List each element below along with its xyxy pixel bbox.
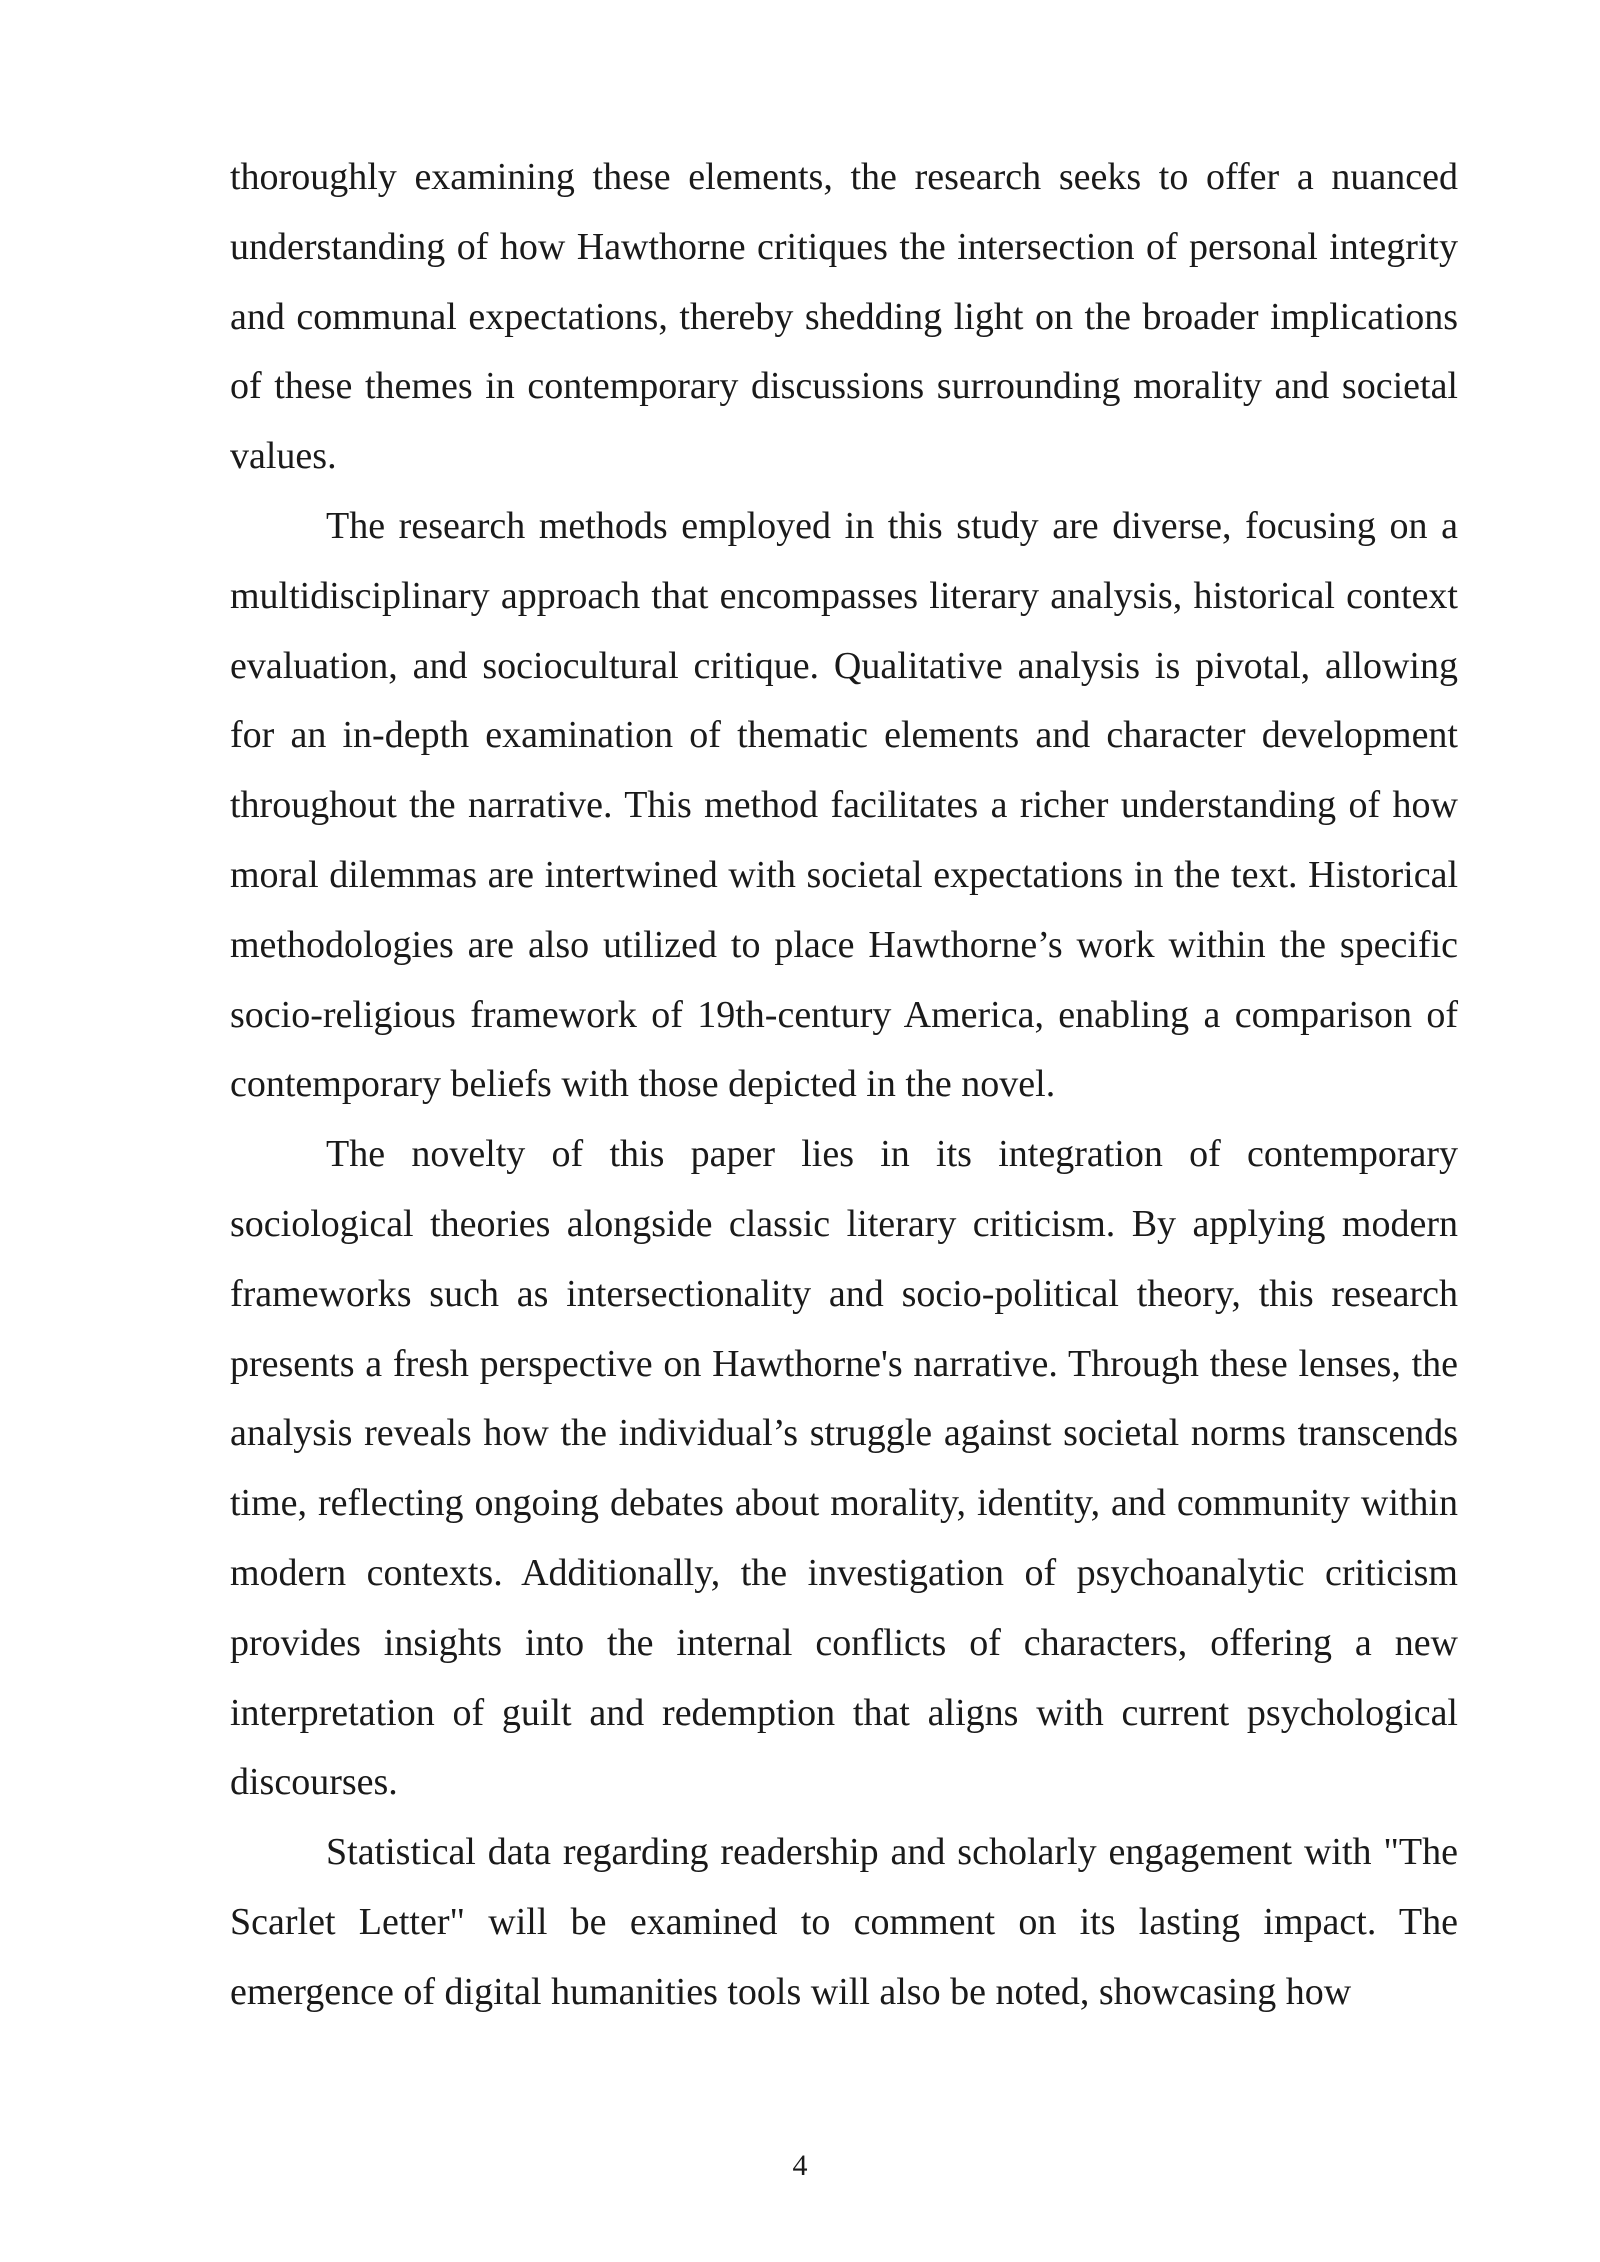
page-number: 4 [792,2149,808,2182]
paragraph-continued: thoroughly examining these elements, the research seeks to offer a nuanced understanding of how Hawthorne critiques the intersection of personal integrity and communal expectations, thereby shedding light on the broader implications of these themes in contemporary discussions surrounding morality and societal values. [230,156,1458,478]
paragraph-novelty: The novelty of this paper lies in its integration of contemporary sociological theories alongside classic literary criticism. By applying modern frameworks such as intersectionality and socio-political theory, this research presents a fresh perspective on Hawthorne's narrative. Through these lenses, the analysis reveals how the individual’s struggle against societal norms transcends time, reflecting ongoing debates about morality, identity, and community within modern contexts. Additionally, the investigation of psychoanalytic criticism provides insights into the internal conflicts of characters, offering a new interpretation of guilt and redemption that aligns with current psychological discourses. [230,1133,1458,1804]
paragraph-statistical-data: Statistical data regarding readership and scholarly engagement with "The Scarlet Letter" will be examined to comment on its lasting impact. The emergence of digital humanities tools will also be noted, showcasing how [230,1831,1458,2013]
paragraph-research-methods: The research methods employed in this study are diverse, focusing on a multidisciplinary approach that encompasses literary analysis, historical context evaluation, and sociocultural critique. Qualitative analysis is pivotal, allowing for an in-depth examination of thematic elements and character development throughout the narrative. This method facilitates a richer understanding of how moral dilemmas are intertwined with societal expectations in the text. Historical methodologies are also utilized to place Hawthorne’s work within the specific socio-religious framework of 19th-century America, enabling a comparison of contemporary beliefs with those depicted in the novel. [230,504,1458,1106]
body-text [230,143,1458,2028]
